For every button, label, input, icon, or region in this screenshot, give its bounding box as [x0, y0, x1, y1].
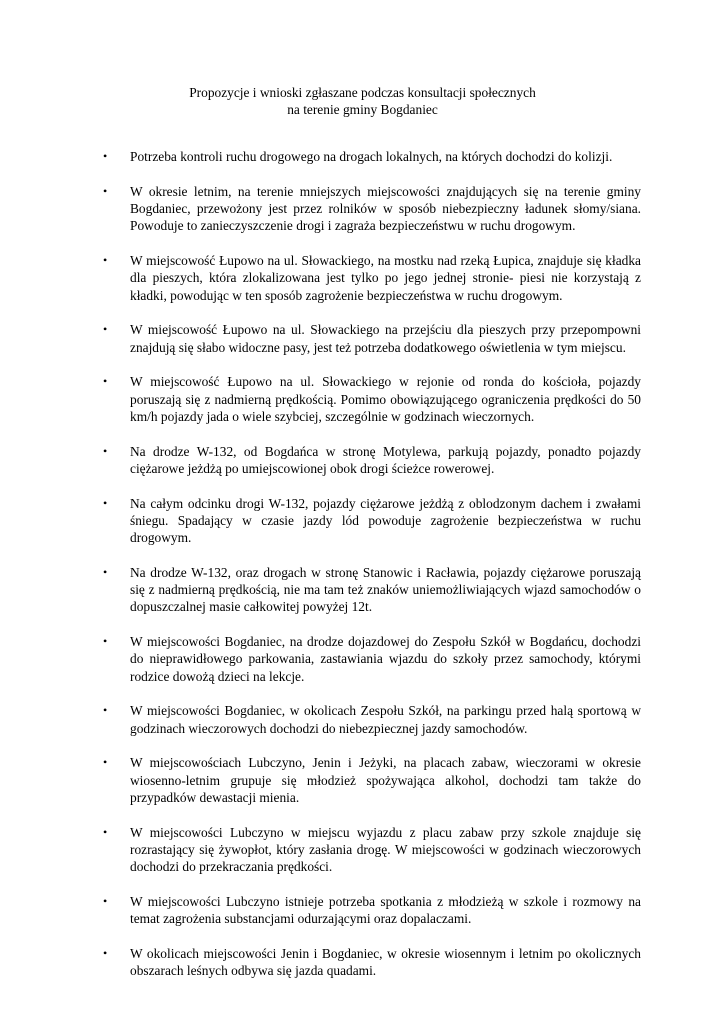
list-item-text: W miejscowości Bogdaniec, na drodze dojazdowej do Zespołu Szkół w Bogdańcu, dochodzi do nieprawidłowego parkowania, zastawiania wjazdu do szkoły przez samochody, którymi rodzice dowożą dzieci na lekcje.	[130, 634, 641, 684]
list-item	[103, 321, 641, 356]
list-item	[103, 252, 641, 304]
list-item-text: W miejscowości Lubczyno w miejscu wyjazdu z placu zabaw przy szkole znajduje się rozrastający się żywopłot, który zasłania drogę. W miejscowości w godzinach wieczorowych dochodzi do przekraczania prędkości.	[130, 824, 641, 875]
list-item-text: W miejscowości Lubczyno istnieje potrzeba spotkania z młodzieżą w szkole i rozmowy na temat zagrożenia substancjami odurzającymi oraz dopalaczami.	[130, 893, 641, 927]
list-item	[103, 824, 641, 876]
list-item-text: W miejscowość Łupowo na ul. Słowackiego, na mostku nad rzeką Łupica, znajduje się kładka dla pieszych, która zlokalizowana jest tylko po jego jednej stronie- piesi nie korzystają z kładki, powodując w ten sposób zagrożenie bezpieczeństwa w ruchu drogowym.	[130, 252, 641, 303]
bullet-icon: •	[103, 945, 108, 960]
list-item-text: W miejscowości Bogdaniec, w okolicach Zespołu Szkół, na parkingu przed halą sportową w godzinach wieczorowych dochodzi do niebezpiecznej jazdy samochodów.	[130, 703, 641, 736]
bullet-icon: •	[103, 824, 108, 839]
list-item	[103, 183, 641, 235]
bullet-icon: •	[103, 149, 108, 163]
list-item	[103, 633, 641, 685]
list-item-text: Na drodze W-132, oraz drogach w stronę Stanowic i Racławia, pojazdy ciężarowe poruszają się z nadmierną prędkością, nie ma tam też znaków uniemożliwiających wjazd samochodów o dopuszczalnej masie całkowitej powyżej 12t.	[130, 564, 641, 615]
bullet-icon: •	[103, 634, 108, 649]
list-item-text: Potrzeba kontroli ruchu drogowego na drogach lokalnych, na których dochodzi do kolizji.	[130, 149, 613, 164]
list-item	[103, 754, 641, 806]
bullet-icon: •	[103, 495, 108, 510]
bullet-icon: •	[103, 703, 108, 718]
list-item	[103, 373, 641, 425]
bullet-icon: •	[103, 564, 108, 579]
bullet-icon: •	[103, 322, 108, 337]
bullet-icon: •	[103, 252, 108, 267]
proposal-list	[103, 148, 641, 997]
bullet-icon: •	[103, 443, 108, 458]
list-item-text: W miejscowość Łupowo na ul. Słowackiego na przejściu dla pieszych przy przepompowni znajdują się słabo widoczne pasy, jest też potrzeba dodatkowego oświetlenia w tym miejscu.	[130, 322, 641, 355]
list-item	[103, 495, 641, 547]
document-title	[0, 84, 725, 118]
list-item-text: W miejscowość Łupowo na ul. Słowackiego w rejonie od ronda do kościoła, pojazdy poruszają się z nadmierną prędkością. Pomimo obowiązującego ograniczenia prędkości do 50 km/h pojazdy jada o wiele szybciej, szczególnie w godzinach wieczornych.	[130, 374, 641, 424]
list-item-text: W miejscowościach Lubczyno, Jenin i Jeżyki, na placach zabaw, wieczorami w okresie wiosenno-letnim grupuje się młodzież spożywająca alkohol, dochodzi tam także do przypadków dewastacji mienia.	[130, 755, 641, 805]
list-item	[103, 564, 641, 616]
list-item	[103, 148, 641, 165]
bullet-icon: •	[103, 755, 108, 770]
list-item-text: Na drodze W-132, od Bogdańca w stronę Motylewa, parkują pojazdy, ponadto pojazdy ciężarowe jeżdżą po umiejscowionej obok drogi ścieżce rowerowej.	[130, 443, 641, 476]
bullet-icon: •	[103, 893, 108, 908]
title-line-2: na terenie gminy Bogdaniec	[287, 102, 438, 117]
list-item	[103, 702, 641, 737]
list-item-text: Na całym odcinku drogi W-132, pojazdy ciężarowe jeżdżą z oblodzonym dachem i zwałami śniegu. Spadający w czasie jazdy lód powoduje zagrożenie bezpieczeństwa w ruchu drogowym.	[130, 495, 641, 546]
list-item-text: W okolicach miejscowości Jenin i Bogdaniec, w okresie wiosennym i letnim po okolicznych obszarach leśnych odbywa się jazda quadami.	[130, 945, 641, 979]
list-item	[103, 893, 641, 928]
bullet-icon: •	[103, 374, 108, 389]
title-line-1: Propozycje i wnioski zgłaszane podczas konsultacji społecznych	[189, 85, 536, 100]
list-item-text: W okresie letnim, na terenie mniejszych miejscowości znajdujących się na terenie gminy Bogdaniec, przewożony jest przez rolników w sposób niebezpieczny ładunek słomy/siana. Powoduje to zanieczyszczenie drogi i zagraża bezpieczeństwu w ruchu drogowym.	[130, 183, 641, 234]
bullet-icon: •	[103, 183, 108, 198]
list-item	[103, 945, 641, 980]
list-item	[103, 443, 641, 478]
